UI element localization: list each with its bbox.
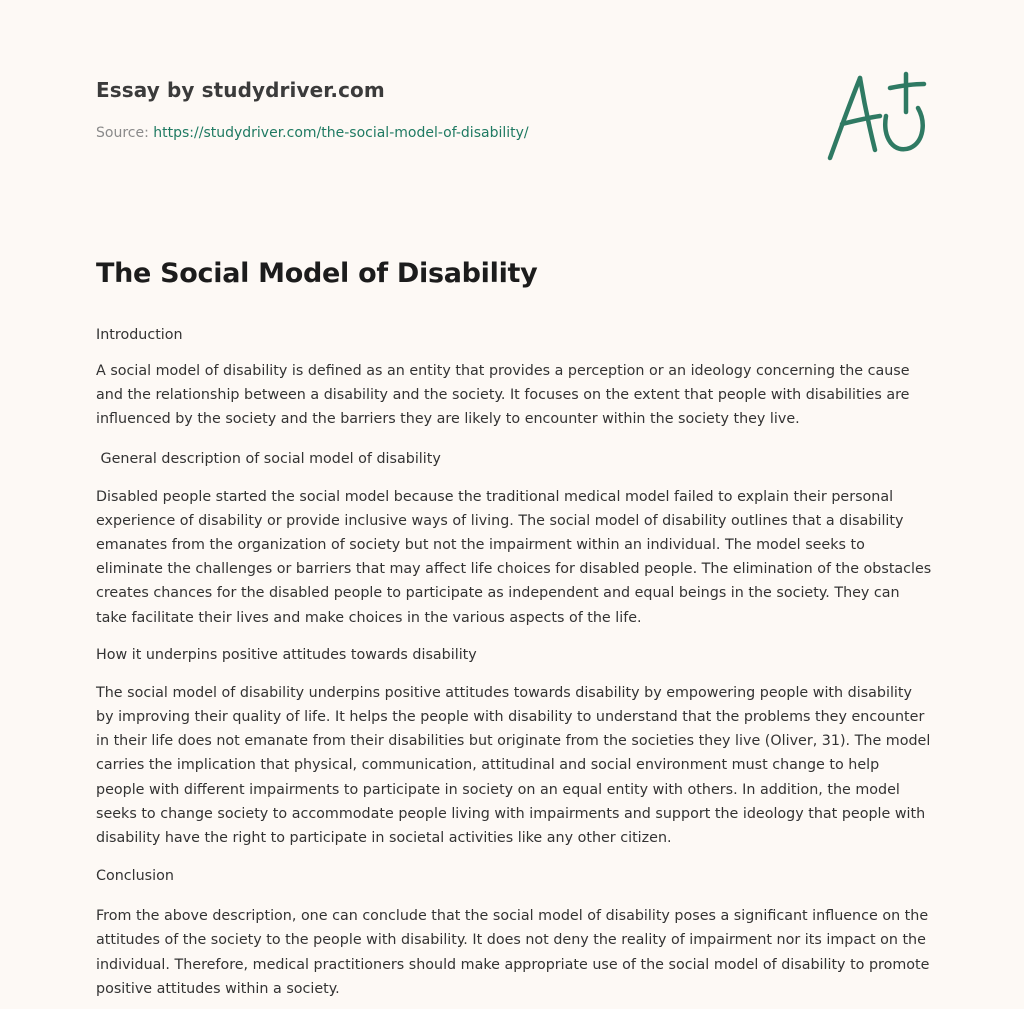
paragraph-introduction: A social model of disability is defined as an entity that provides a perception or an ideology concerning the cause and the relationship between a disability and the society. It focuses on the extent that people with disabilities are influenced by the society and the barriers they are likely to encounter within the society they live. — [96, 363, 910, 428]
paragraph-positive-attitudes: The social model of disability underpins positive attitudes towards disability by empowering people with disability by improving their quality of life. It helps the people with disability to understand that the problems they encounter in their life does not emanate from their disabilities but originate from the societies they live (Oliver, 31). The model carries the implication that physical, communication, attitudinal and social environment must change to help people with different impairments to participate in society on an equal entity with others. In addition, the model seeks to change society to accommodate people living with impairments and support the ideology that people with disability have the right to participate in societal activities like any other citizen. — [96, 684, 931, 847]
section-heading-introduction: Introduction — [96, 327, 183, 343]
source-line — [96, 123, 796, 143]
page-title: The Social Model of Disability — [96, 258, 538, 289]
paragraph-general-description: Disabled people started the social model because the traditional medical model failed to explain their personal experience of disability or provide inclusive ways of living. The social model of disability outlines that a disability emanates from the organization of society but not the impairment within an individual. The model seeks to eliminate the challenges or barriers that may affect life choices for disabled people. The elimination of the obstacles creates chances for the disabled people to participate as independent and equal beings in the society. They can take facilitate their lives and make choices in the various aspects of the life. — [96, 488, 932, 626]
brand-title: Essay by studydriver.com — [96, 78, 385, 102]
essay-header — [96, 76, 796, 143]
section-heading-conclusion: Conclusion — [96, 868, 174, 885]
source-label: Source: — [96, 125, 154, 141]
section-heading-general-description: General description of social model of disability — [96, 450, 441, 467]
essay-body — [96, 254, 932, 1001]
source-link[interactable]: https://studydriver.com/the-social-model-of-disability/ — [153, 125, 529, 141]
section-heading-positive-attitudes: How it underpins positive attitudes towards disability — [96, 646, 477, 663]
a-plus-logo-icon — [820, 66, 930, 166]
paragraph-conclusion: From the above description, one can conclude that the social model of disability poses a significant influence on the attitudes of the society to the people with disability. It does not deny the reality of impairment nor its impact on the individual. Therefore, medical practitioners should make appropriate use of the social model of disability to promote positive attitudes within a society. — [96, 908, 930, 997]
